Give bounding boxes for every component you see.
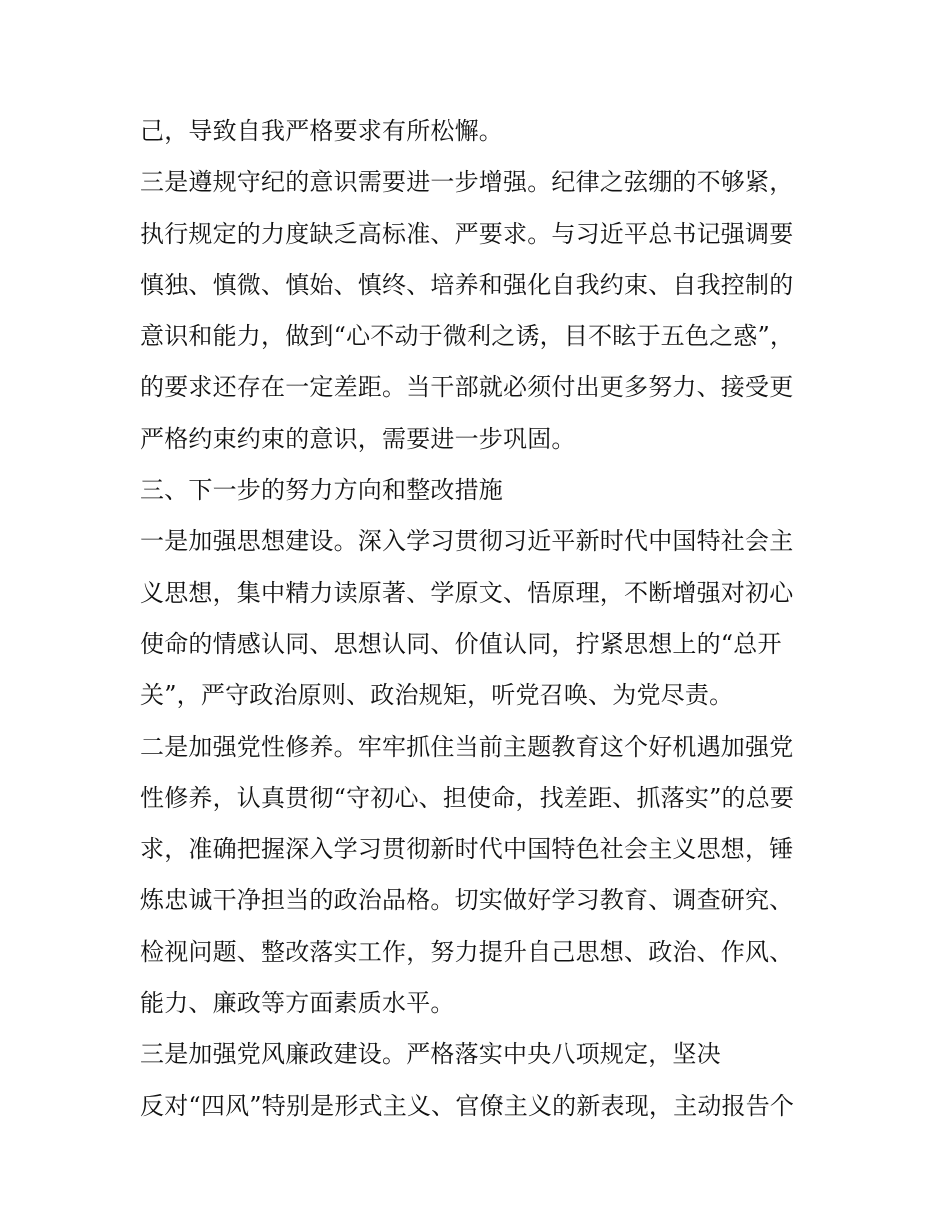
text-line: 炼忠诚干净担当的政治品格。切实做好学习教育、调查研究、 [140, 886, 794, 915]
document-body [140, 106, 820, 1132]
text-line: 己，导致自我严格要求有所松懈。 [140, 117, 503, 145]
text-line: 三是遵规守纪的意识需要进一步增强。纪律之弦绷的不够紧， [140, 168, 794, 197]
text-line: 二是加强党性修养。牢牢抓住当前主题教育这个好机遇加强党 [140, 732, 794, 761]
text-line: 性修养，认真贯彻“守初心、担使命，找差距、抓落实”的总要 [140, 783, 795, 812]
text-line: 意识和能力，做到“心不动于微利之诱，目不眩于五色之惑”， [140, 322, 795, 351]
text-line: 检视问题、整改落实工作，努力提升自己思想、政治、作风、 [140, 937, 794, 966]
text-line: 执行规定的力度缺乏高标准、严要求。与习近平总书记强调要 [140, 219, 794, 248]
text-line: 三是加强党风廉政建设。严格落实中央八项规定，坚决 [140, 1040, 721, 1069]
text-line: 一是加强思想建设。深入学习贯彻习近平新时代中国特社会主 [140, 527, 794, 556]
text-line: 义思想，集中精力读原著、学原文、悟原理，不断增强对初心 [140, 578, 794, 607]
text-line: 使命的情感认同、思想认同、价值认同，拧紧思想上的“总开 [140, 629, 782, 658]
text-line: 反对“四风”特别是形式主义、官僚主义的新表现，主动报告个 [140, 1091, 795, 1120]
text-line: 的要求还存在一定差距。当干部就必须付出更多努力、接受更 [140, 373, 794, 402]
text-line: 慎独、慎微、慎始、慎终、培养和强化自我约束、自我控制的 [140, 270, 794, 299]
text-line: 求，准确把握深入学习贯彻新时代中国特色社会主义思想，锤 [140, 835, 794, 864]
text-line: 关”，严守政治原则、政治规矩，听党召唤、为党尽责。 [140, 681, 734, 710]
text-line: 能力、廉政等方面素质水平。 [140, 989, 455, 1018]
section-heading: 三、下一步的努力方向和整改措施 [140, 476, 503, 505]
text-line: 严格约束约束的意识，需要进一步巩固。 [140, 424, 576, 453]
